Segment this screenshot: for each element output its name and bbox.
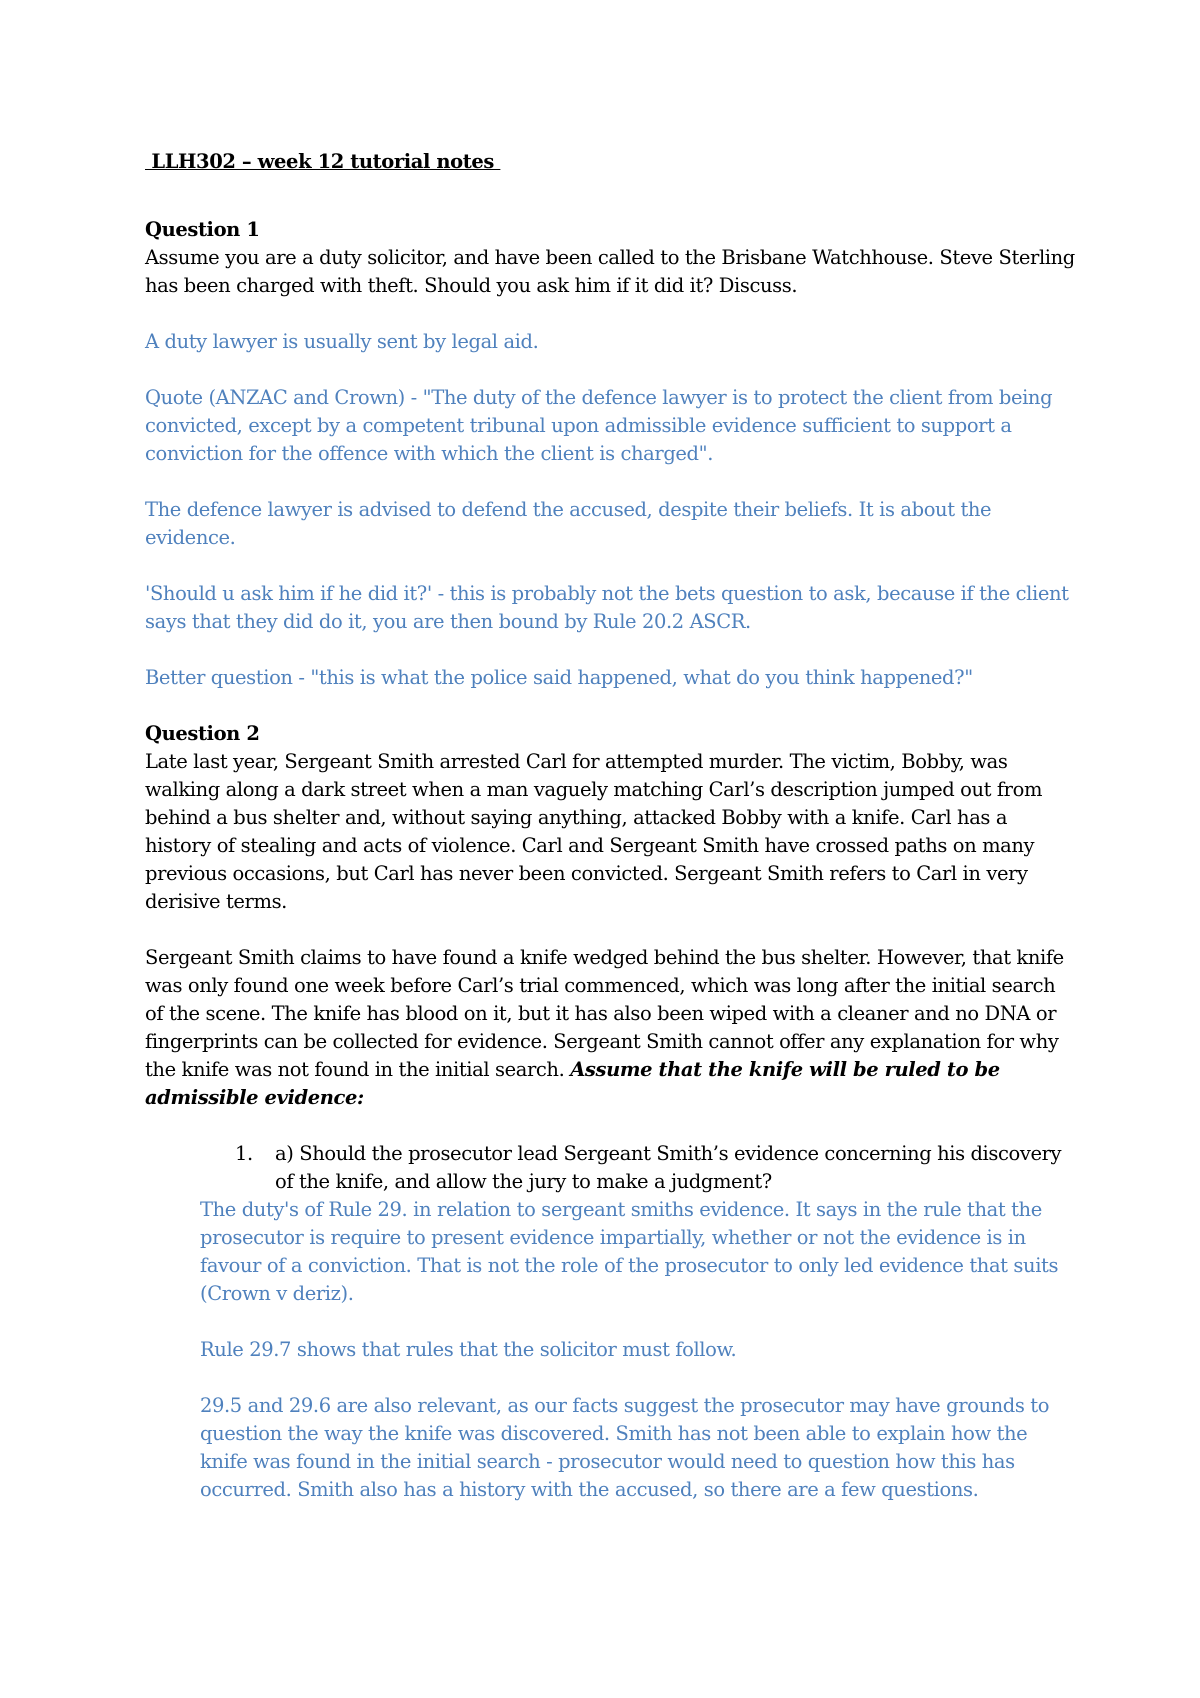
question-1-note: 'Should u ask him if he did it?' - this is probably not the bets question to ask, because if the client says that they did do it, you are then bound by Rule 20.2 ASCR. — [145, 582, 1069, 633]
question-1-note: The defence lawyer is advised to defend the accused, despite their beliefs. It is about the evidence. — [145, 498, 992, 549]
question-2-note: The duty's of Rule 29. in relation to sergeant smiths evidence. It says in the rule that the prosecutor is require to present evidence impartially, whether or not the evidence is in favour of a conviction. That is not the role of the prosecutor to only led evidence that suits (Crown v deriz). — [200, 1198, 1059, 1305]
question-2-note: Rule 29.7 shows that rules that the solicitor must follow. — [200, 1338, 737, 1361]
question-2-paragraph: Late last year, Sergeant Smith arrested Carl for attempted murder. The victim, Bobby, was walking along a dark street when a man vaguely matching Carl’s description jumped out from behind a bus shelter and, without saying anything, attacked Bobby with a knife. Carl has a history of stealing and acts of violence. Carl and Sergeant Smith have crossed paths on many previous occasions, but Carl has never been convicted. Sergeant Smith refers to Carl in very derisive terms. — [145, 750, 1043, 913]
question-2-note: 29.5 and 29.6 are also relevant, as our facts suggest the prosecutor may have grounds to question the way the knife was discovered. Smith has not been able to explain how the knife was found in the initial search - prosecutor would need to question how this has occurred. Smith also has a history with the accused, so there are a few questions. — [200, 1394, 1050, 1501]
question-2-list — [145, 1140, 1075, 1196]
document-title: LLH302 – week 12 tutorial notes — [145, 150, 501, 173]
question-2-paragraph — [145, 944, 1075, 1112]
question-2-paragraph-text: Sergeant Smith claims to have found a knife wedged behind the bus shelter. However, that knife was only found one week before Carl’s trial commenced, which was long after the initial search of the scene. The knife has blood on it, but it has also been wiped with a cleaner and no DNA or fingerprints can be collected for evidence. Sergeant Smith cannot offer any explanation for why the knife was not found in the initial search. — [145, 946, 1064, 1081]
document-page — [145, 148, 1075, 1532]
list-number: 1. — [235, 1142, 253, 1165]
question-2-heading: Question 2 — [145, 722, 260, 745]
question-2-emphasis: Assume that the knife will be ruled to be admissible evidence: — [145, 1058, 1000, 1109]
question-1-note: A duty lawyer is usually sent by legal aid. — [145, 330, 539, 353]
list-item — [145, 1140, 1075, 1196]
question-1-heading: Question 1 — [145, 218, 260, 241]
question-1-note: Better question - "this is what the police said happened, what do you think happened?" — [145, 666, 973, 689]
question-1-text: Assume you are a duty solicitor, and have been called to the Brisbane Watchhouse. Steve Sterling has been charged with theft. Should you ask him if it did it? Discuss. — [145, 246, 1075, 297]
list-item-text: a) Should the prosecutor lead Sergeant Smith’s evidence concerning his discovery of the knife, and allow the jury to make a judgment? — [275, 1142, 1062, 1193]
question-1-note: Quote (ANZAC and Crown) - "The duty of the defence lawyer is to protect the client from being convicted, except by a competent tribunal upon admissible evidence sufficient to support a conviction for the offence with which the client is charged". — [145, 386, 1053, 465]
